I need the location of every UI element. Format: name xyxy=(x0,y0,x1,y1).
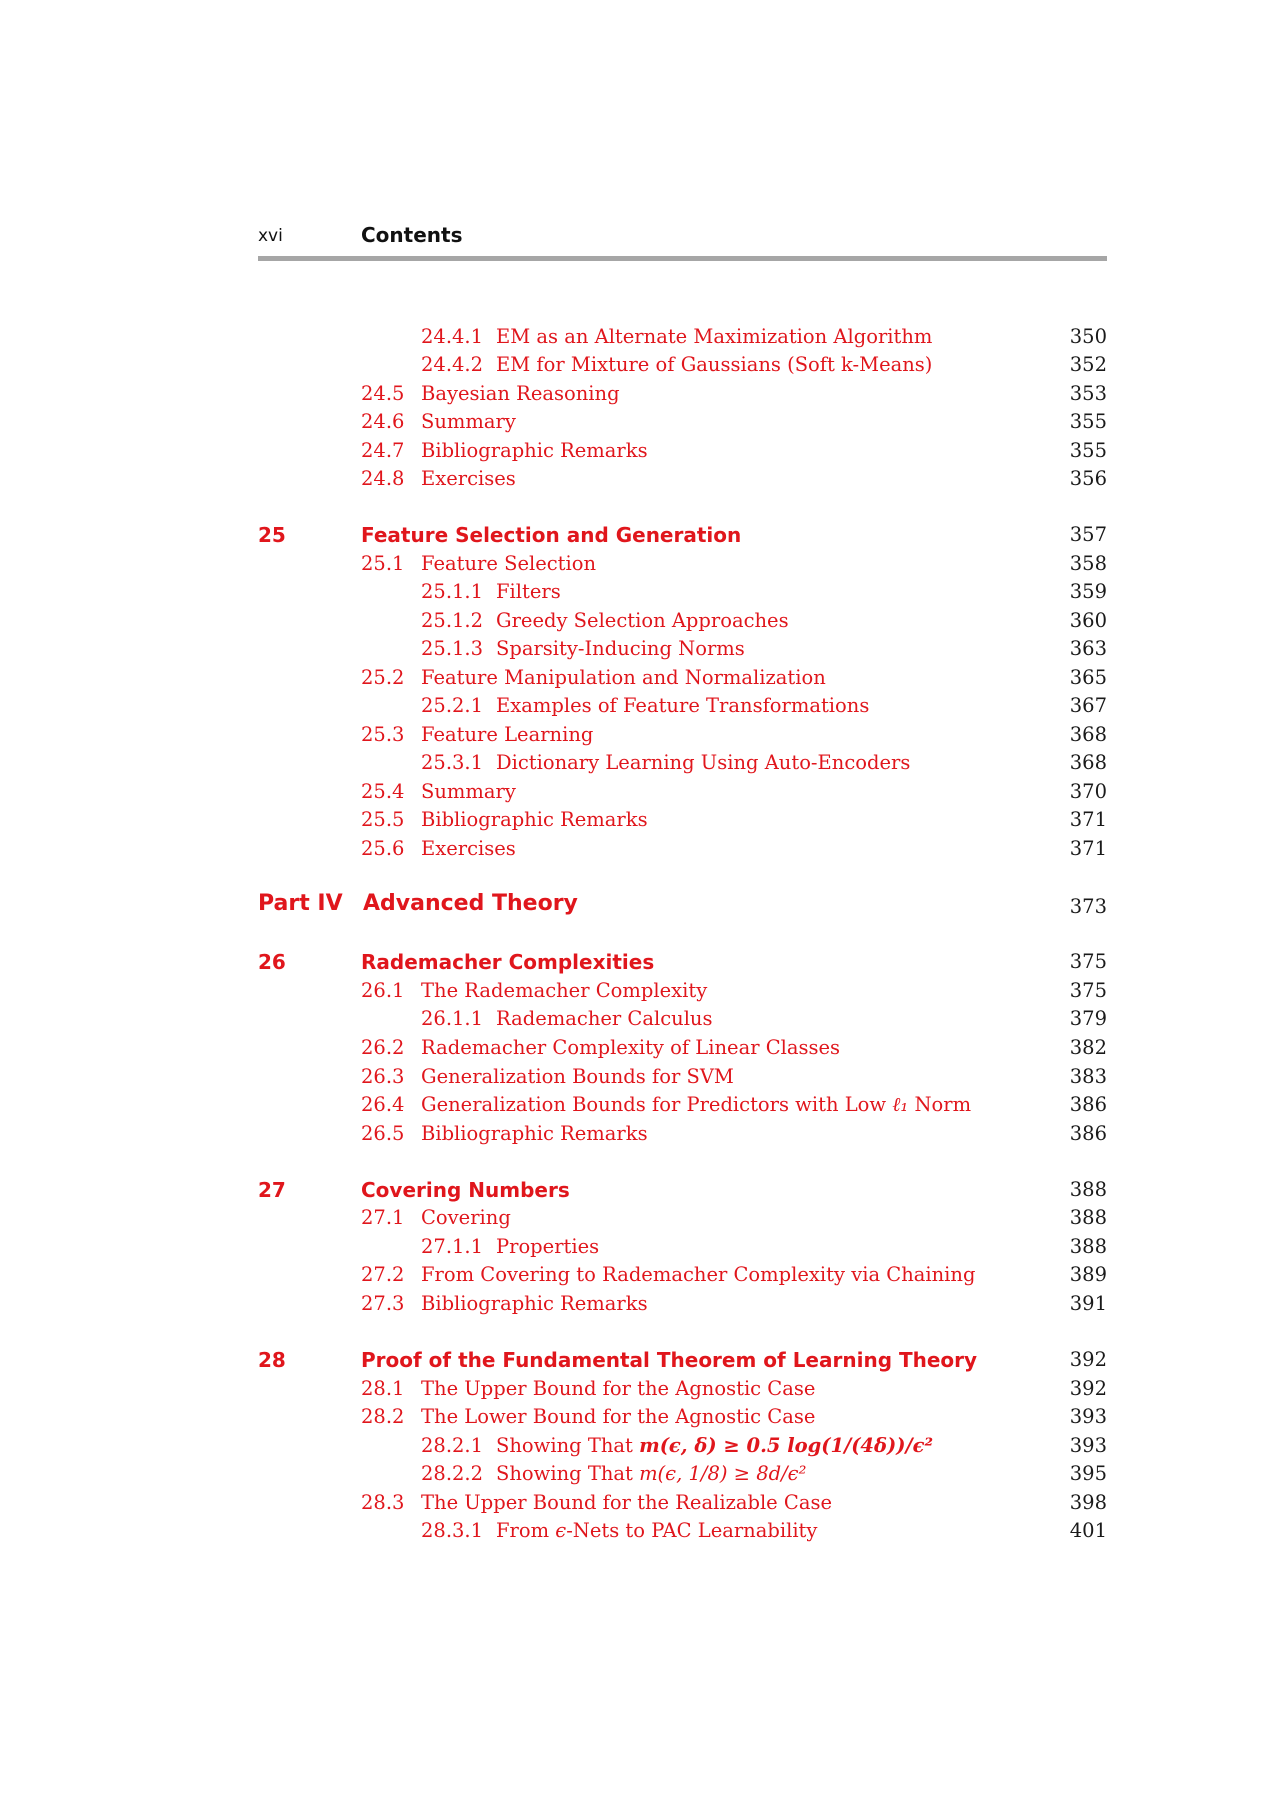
part-number: Part IV xyxy=(258,891,343,916)
toc-subsection[interactable] xyxy=(0,353,1273,381)
toc-page: 371 xyxy=(1069,808,1107,831)
toc-number: 27.2 xyxy=(361,1263,405,1286)
toc-number: 24.8 xyxy=(361,467,405,490)
toc-section[interactable] xyxy=(0,552,1273,580)
toc-number: 25.2.1 xyxy=(421,694,484,717)
toc-title: Summary xyxy=(421,780,516,803)
toc-page: 375 xyxy=(1069,979,1107,1002)
toc-page: 395 xyxy=(1069,1462,1107,1485)
toc-section[interactable] xyxy=(0,837,1273,865)
toc-subsection[interactable] xyxy=(0,609,1273,637)
toc-number: 28.3 xyxy=(361,1491,405,1514)
toc-page: 365 xyxy=(1069,666,1107,689)
toc-section[interactable] xyxy=(0,666,1273,694)
toc-section[interactable] xyxy=(0,439,1273,467)
toc-page: 388 xyxy=(1069,1235,1107,1258)
toc-section[interactable] xyxy=(0,723,1273,751)
toc-part[interactable] xyxy=(0,891,1273,919)
toc-page: 393 xyxy=(1069,1405,1107,1428)
toc-title-math: m(ϵ, δ) ≥ 0.5 log(1/(4δ))/ϵ² xyxy=(639,1434,933,1457)
toc-number: 26.5 xyxy=(361,1122,405,1145)
toc-subsection[interactable] xyxy=(0,1434,1273,1462)
running-page-number: xvi xyxy=(258,226,283,246)
toc-page: 355 xyxy=(1069,410,1107,433)
toc-number: 28.2.1 xyxy=(421,1434,484,1457)
toc-page: 353 xyxy=(1069,382,1107,405)
toc-section[interactable] xyxy=(0,1377,1273,1405)
toc-page: 358 xyxy=(1069,552,1107,575)
toc-section[interactable] xyxy=(0,1206,1273,1234)
toc-page: 383 xyxy=(1069,1065,1107,1088)
toc-title: Feature Learning xyxy=(421,723,594,746)
toc-title: Bibliographic Remarks xyxy=(421,1122,648,1145)
toc-title-text: Showing That xyxy=(496,1434,640,1457)
toc-page: 373 xyxy=(1069,895,1107,918)
toc-page: 363 xyxy=(1069,637,1107,660)
toc-number: 27.1 xyxy=(361,1206,405,1229)
toc-title xyxy=(496,1434,933,1457)
toc-page: 393 xyxy=(1069,1434,1107,1457)
toc-page: 392 xyxy=(1069,1377,1107,1400)
chapter-number: 25 xyxy=(258,523,286,547)
toc-title: Filters xyxy=(496,580,561,603)
toc-number: 25.2 xyxy=(361,666,405,689)
part-title: Advanced Theory xyxy=(363,891,578,916)
toc-page: 375 xyxy=(1069,950,1107,973)
toc-chapter[interactable] xyxy=(0,950,1273,978)
toc-number: 27.3 xyxy=(361,1292,405,1315)
toc-subsection[interactable] xyxy=(0,325,1273,353)
toc-number: 24.7 xyxy=(361,439,405,462)
toc-subsection[interactable] xyxy=(0,1462,1273,1490)
toc-subsection[interactable] xyxy=(0,1519,1273,1547)
chapter-title: Proof of the Fundamental Theorem of Learning Theory xyxy=(361,1348,978,1372)
toc-title: The Upper Bound for the Realizable Case xyxy=(421,1491,833,1514)
toc-number: 26.2 xyxy=(361,1036,405,1059)
toc-page: 355 xyxy=(1069,439,1107,462)
toc-subsection[interactable] xyxy=(0,751,1273,779)
toc-page: 382 xyxy=(1069,1036,1107,1059)
toc-subsection[interactable] xyxy=(0,1235,1273,1263)
toc-page: 379 xyxy=(1069,1007,1107,1030)
toc-subsection[interactable] xyxy=(0,1007,1273,1035)
toc-page: 371 xyxy=(1069,837,1107,860)
toc-section[interactable] xyxy=(0,780,1273,808)
toc-section[interactable] xyxy=(0,979,1273,1007)
toc-number: 28.2 xyxy=(361,1405,405,1428)
toc-title: Summary xyxy=(421,410,516,433)
toc-section[interactable] xyxy=(0,1036,1273,1064)
toc-title: Exercises xyxy=(421,467,516,490)
toc-number: 25.1.2 xyxy=(421,609,484,632)
toc-title-text: From xyxy=(496,1519,556,1542)
toc-page: 367 xyxy=(1069,694,1107,717)
chapter-title: Feature Selection and Generation xyxy=(361,523,742,547)
toc-number: 25.4 xyxy=(361,780,405,803)
toc-chapter[interactable] xyxy=(0,1178,1273,1206)
toc-title: Sparsity-Inducing Norms xyxy=(496,637,745,660)
toc-section[interactable] xyxy=(0,382,1273,410)
toc-chapter[interactable] xyxy=(0,1348,1273,1376)
toc-number: 25.1.1 xyxy=(421,580,484,603)
toc-title: Bayesian Reasoning xyxy=(421,382,620,405)
toc-section[interactable] xyxy=(0,1093,1273,1121)
toc-page: 389 xyxy=(1069,1263,1107,1286)
toc-number: 26.1.1 xyxy=(421,1007,484,1030)
toc-page: 386 xyxy=(1069,1122,1107,1145)
toc-page: 392 xyxy=(1069,1348,1107,1371)
toc-title-text: Norm xyxy=(908,1093,972,1116)
toc-page: 356 xyxy=(1069,467,1107,490)
toc-number: 25.3 xyxy=(361,723,405,746)
toc-subsection[interactable] xyxy=(0,694,1273,722)
toc-page: 368 xyxy=(1069,751,1107,774)
toc-title: Properties xyxy=(496,1235,600,1258)
toc-section[interactable] xyxy=(0,1292,1273,1320)
toc-page: 359 xyxy=(1069,580,1107,603)
toc-page: 391 xyxy=(1069,1292,1107,1315)
toc-title: EM as an Alternate Maximization Algorithm xyxy=(496,325,933,348)
toc-title: Generalization Bounds for SVM xyxy=(421,1065,734,1088)
toc-section[interactable] xyxy=(0,808,1273,836)
toc-page: 388 xyxy=(1069,1206,1107,1229)
toc-chapter[interactable] xyxy=(0,523,1273,551)
toc-number: 25.5 xyxy=(361,808,405,831)
toc-title: Bibliographic Remarks xyxy=(421,439,648,462)
toc-page: 350 xyxy=(1069,325,1107,348)
toc-title xyxy=(496,1519,817,1542)
toc-title: EM for Mixture of Gaussians (Soft k-Means) xyxy=(496,353,933,376)
toc-title: The Lower Bound for the Agnostic Case xyxy=(421,1405,816,1428)
toc-number: 24.4.1 xyxy=(421,325,484,348)
toc-title: Greedy Selection Approaches xyxy=(496,609,789,632)
toc-number: 24.4.2 xyxy=(421,353,484,376)
chapter-title: Rademacher Complexities xyxy=(361,950,655,974)
toc-page: 368 xyxy=(1069,723,1107,746)
toc-page: 398 xyxy=(1069,1491,1107,1514)
toc-title: Feature Selection xyxy=(421,552,597,575)
toc-number: 25.1 xyxy=(361,552,405,575)
toc-page: 370 xyxy=(1069,780,1107,803)
chapter-title: Covering Numbers xyxy=(361,1178,570,1202)
toc-title: The Upper Bound for the Agnostic Case xyxy=(421,1377,816,1400)
toc-number: 28.2.2 xyxy=(421,1462,484,1485)
toc-title: Rademacher Complexity of Linear Classes xyxy=(421,1036,841,1059)
toc-title: Dictionary Learning Using Auto-Encoders xyxy=(496,751,911,774)
chapter-number: 26 xyxy=(258,950,286,974)
toc-title-math: ℓ₁ xyxy=(892,1093,909,1116)
toc-title: Feature Manipulation and Normalization xyxy=(421,666,826,689)
toc-subsection[interactable] xyxy=(0,580,1273,608)
toc-number: 24.5 xyxy=(361,382,405,405)
toc-title: The Rademacher Complexity xyxy=(421,979,708,1002)
toc-section[interactable] xyxy=(0,467,1273,495)
toc-number: 25.3.1 xyxy=(421,751,484,774)
running-header-title: Contents xyxy=(361,223,463,247)
toc-section[interactable] xyxy=(0,1491,1273,1519)
toc-number: 26.4 xyxy=(361,1093,405,1116)
toc-number: 28.3.1 xyxy=(421,1519,484,1542)
toc-page: 386 xyxy=(1069,1093,1107,1116)
chapter-number: 27 xyxy=(258,1178,286,1202)
toc-title: Rademacher Calculus xyxy=(496,1007,713,1030)
toc-page: 357 xyxy=(1069,523,1107,546)
toc-section[interactable] xyxy=(0,1405,1273,1433)
toc-page: 388 xyxy=(1069,1178,1107,1201)
toc-page: 352 xyxy=(1069,353,1107,376)
toc-title-text: Showing That xyxy=(496,1462,640,1485)
toc-section[interactable] xyxy=(0,1263,1273,1291)
toc-number: 24.6 xyxy=(361,410,405,433)
toc-title-text: -Nets to PAC Learnability xyxy=(566,1519,818,1542)
toc-number: 25.1.3 xyxy=(421,637,484,660)
toc-page: 401 xyxy=(1069,1519,1107,1542)
toc-title: Bibliographic Remarks xyxy=(421,808,648,831)
toc-number: 26.3 xyxy=(361,1065,405,1088)
toc-number: 26.1 xyxy=(361,979,405,1002)
toc-title: From Covering to Rademacher Complexity via Chaining xyxy=(421,1263,976,1286)
toc-title xyxy=(421,1093,971,1117)
toc-title-math: m(ϵ, 1/8) ≥ 8d/ϵ² xyxy=(639,1462,807,1485)
toc-number: 25.6 xyxy=(361,837,405,860)
toc-page: 360 xyxy=(1069,609,1107,632)
chapter-number: 28 xyxy=(258,1348,286,1372)
toc-section[interactable] xyxy=(0,1065,1273,1093)
toc-title: Exercises xyxy=(421,837,516,860)
toc-number: 27.1.1 xyxy=(421,1235,484,1258)
toc-section[interactable] xyxy=(0,410,1273,438)
toc-title-text: Generalization Bounds for Predictors with Low xyxy=(421,1093,893,1116)
toc-title: Examples of Feature Transformations xyxy=(496,694,870,717)
toc-number: 28.1 xyxy=(361,1377,405,1400)
toc-title xyxy=(496,1462,806,1485)
toc-title: Covering xyxy=(421,1206,511,1229)
toc-title: Bibliographic Remarks xyxy=(421,1292,648,1315)
toc-subsection[interactable] xyxy=(0,637,1273,665)
toc-title-math: ϵ xyxy=(555,1519,567,1542)
toc-section[interactable] xyxy=(0,1122,1273,1150)
